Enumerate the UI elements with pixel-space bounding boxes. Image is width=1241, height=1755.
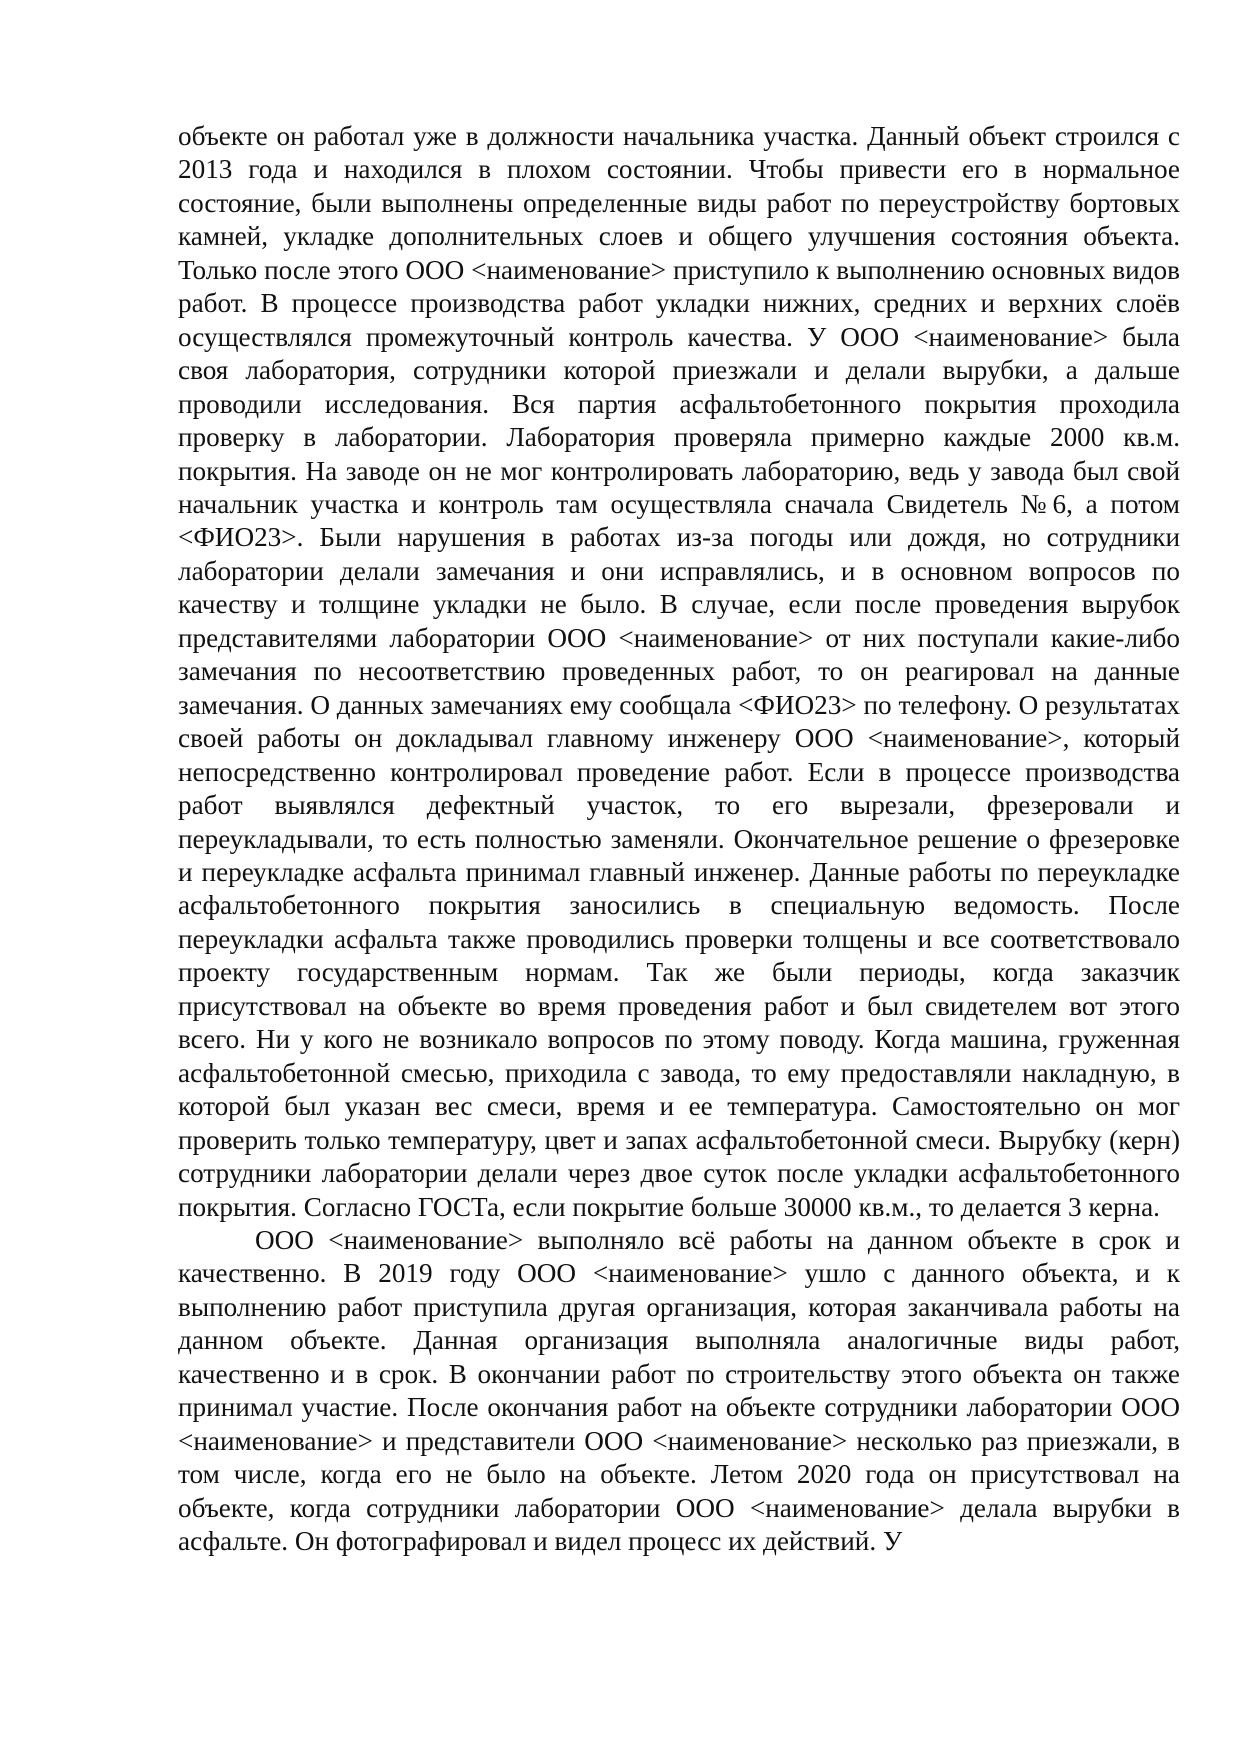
document-body [178, 120, 1180, 1558]
paragraph-1: объекте он работал уже в должности начальника участка. Данный объект строился с 2013 года и находился в плохом состоянии. Чтобы привести его в нормальное состояние, были выполнены определенные виды работ по переустройству бортовых камней, укладке дополнительных слоев и общего улучшения состояния объекта. Только после этого ООО <наименование> приступило к выполнению основных видов работ. В процессе производства работ укладки нижних, средних и верхних слоёв осуществлялся промежуточный контроль качества. У ООО <наименование> была своя лаборатория, сотрудники которой приезжали и делали вырубки, а дальше проводили исследования. Вся партия асфальтобетонного покрытия проходила проверку в лаборатории. Лаборатория проверяла примерно каждые 2000 кв.м. покрытия. На заводе он не мог контролировать лабораторию, ведь у завода был свой начальник участка и контроль там осуществляла сначала Свидетель №6, а потом <ФИО23>. Были нарушения в работах из-за погоды или дождя, но сотрудники лаборатории делали замечания и они исправлялись, и в основном вопросов по качеству и толщине укладки не было. В случае, если после проведения вырубок представителями лаборатории ООО <наименование> от них поступали какие-либо замечания по несоответствию проведенных работ, то он реагировал на данные замечания. О данных замечаниях ему сообщала <ФИО23> по телефону. О результатах своей работы он докладывал главному инженеру ООО <наименование>, который непосредственно контролировал проведение работ. Если в процессе производства работ выявлялся дефектный участок, то его вырезали, фрезеровали и переукладывали, то есть полностью заменяли. Окончательное решение о фрезеровке и переукладке асфальта принимал главный инженер. Данные работы по переукладке асфальтобетонного покрытия заносились в специальную ведомость. После переукладки асфальта также проводились проверки толщены и все соответствовало проекту государственным нормам. Так же были периоды, когда заказчик присутствовал на объекте во время проведения работ и был свидетелем вот этого всего. Ни у кого не возникало вопросов по этому поводу. Когда машина, груженная асфальтобетонной смесью, приходила с завода, то ему предоставляли накладную, в которой был указан вес смеси, время и ее температура. Самостоятельно он мог проверить только температуру, цвет и запах асфальтобетонной смеси. Вырубку (керн) сотрудники лаборатории делали через двое суток после укладки асфальтобетонного покрытия. Согласно ГОСТа, если покрытие больше 30000 кв.м., то делается 3 керна. [178, 121, 1180, 1222]
paragraph-2: ООО <наименование> выполняло всё работы на данном объекте в срок и качественно. В 2019 году ООО <наименование> ушло с данного объекта, и к выполнению работ приступила другая организация, которая заканчивала работы на данном объекте. Данная организация выполняла аналогичные виды работ, качественно и в срок. В окончании работ по строительству этого объекта он также принимал участие. После окончания работ на объекте сотрудники лаборатории ООО <наименование> и представители ООО <наименование> несколько раз приезжали, в том числе, когда его не было на объекте. Летом 2020 года он присутствовал на объекте, когда сотрудники лаборатории ООО <наименование> делала вырубки в асфальте. Он фотографировал и видел процесс их действий. У [178, 1224, 1180, 1557]
